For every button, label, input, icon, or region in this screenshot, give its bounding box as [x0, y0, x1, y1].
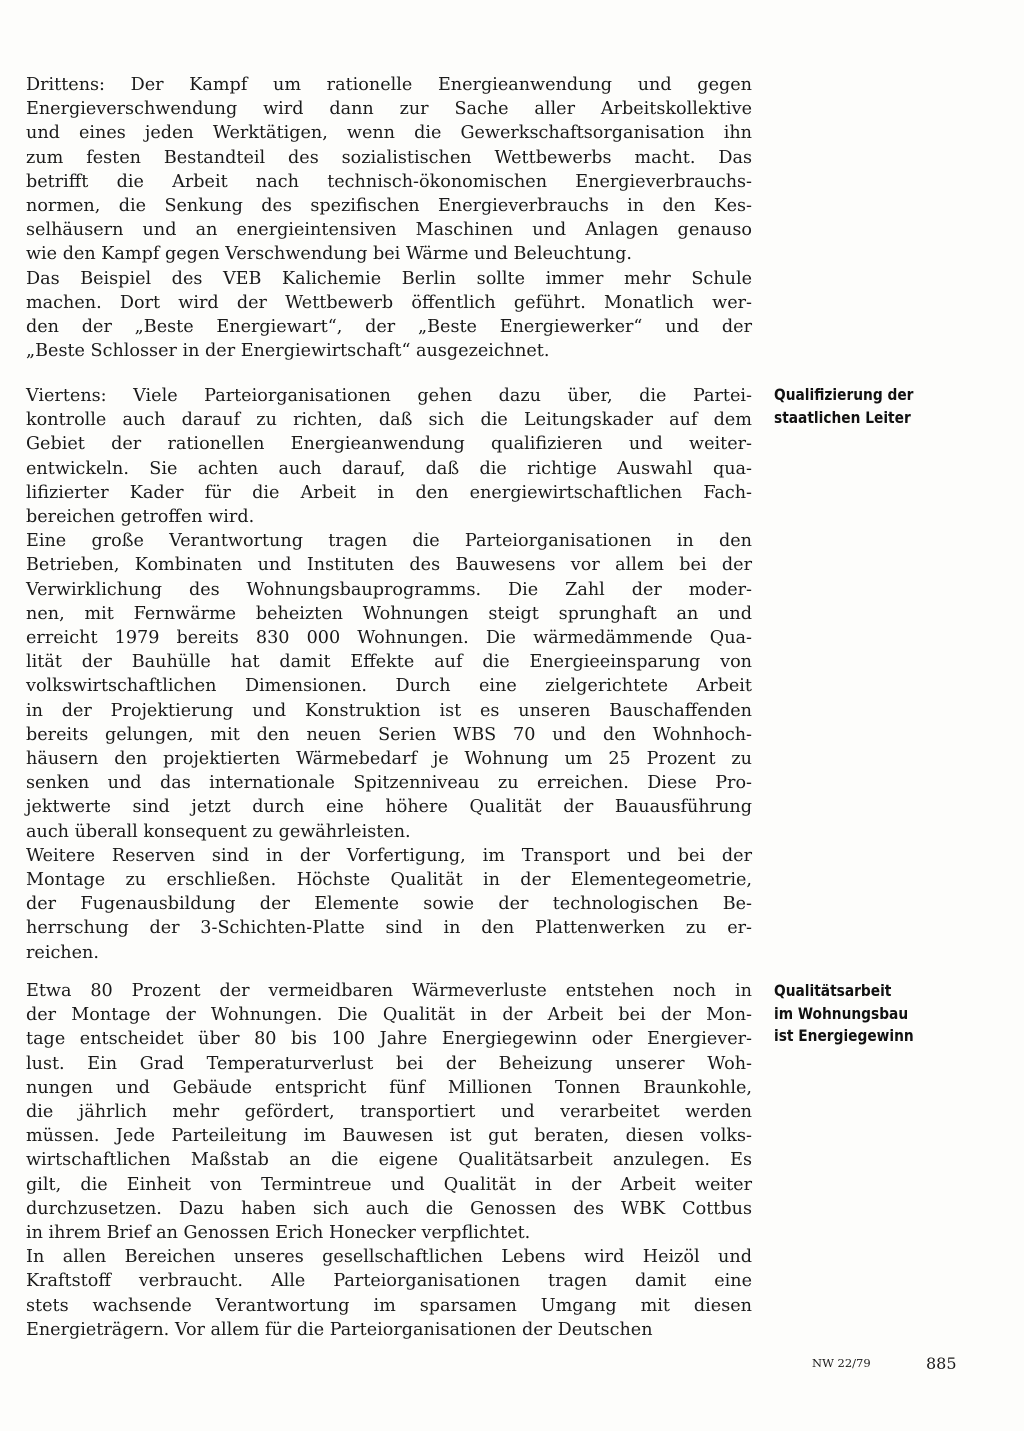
text-line: durchzusetzen. Dazu haben sich auch die Genossen des WBK Cottbus: [26, 1198, 752, 1219]
text-line: Energieträgern. Vor allem für die Parteiorganisationen der Deutschen: [26, 1319, 653, 1340]
margin-heading: [774, 980, 963, 1048]
text-line: reichen.: [26, 942, 99, 963]
text-line: machen. Dort wird der Wettbewerb öffentlich geführt. Monatlich wer-: [26, 292, 752, 313]
text-line: Kraftstoff verbraucht. Alle Parteiorganisationen tragen damit eine: [26, 1271, 752, 1292]
page-number: 885: [926, 1354, 957, 1373]
body-paragraph: [26, 384, 752, 965]
margin-heading-line: staatlichen Leiter: [774, 407, 911, 427]
text-line: Verwirklichung des Wohnungsbauprogramms. Die Zahl der moder-: [26, 579, 752, 600]
text-line: Das Beispiel des VEB Kalichemie Berlin sollte immer mehr Schule: [26, 268, 752, 289]
text-line: Energieverschwendung wird dann zur Sache aller Arbeitskollektive: [26, 99, 752, 120]
text-line: betrifft die Arbeit nach technisch-ökonomischen Energieverbrauchs-: [26, 171, 752, 192]
text-line: bereits gelungen, mit den neuen Serien WBS 70 und den Wohnhoch-: [26, 724, 752, 745]
text-line: entwickeln. Sie achten auch darauf, daß die richtige Auswahl qua-: [26, 458, 752, 479]
body-paragraph: [26, 73, 752, 363]
text-line: Etwa 80 Prozent der vermeidbaren Wärmeverluste entstehen noch in: [26, 981, 752, 1001]
text-line: wie den Kampf gegen Verschwendung bei Wärme und Beleuchtung.: [26, 244, 632, 265]
text-line: der Fugenausbildung der Elemente sowie der technologischen Be-: [26, 894, 752, 915]
text-line: gilt, die Einheit von Termintreue und Qualität in der Arbeit weiter: [26, 1174, 752, 1195]
text-line: zum festen Bestandteil des sozialistischen Wettbewerbs macht. Das: [26, 147, 752, 168]
margin-heading-line: im Wohnungsbau: [774, 1003, 909, 1023]
text-line: jektwerte sind jetzt durch eine höhere Qualität der Bauausführung: [26, 797, 752, 818]
text-line: Drittens: Der Kampf um rationelle Energieanwendung und gegen: [26, 75, 752, 95]
text-line: tage entscheidet über 80 bis 100 Jahre Energiegewinn oder Energiever-: [26, 1029, 752, 1050]
text-line: in der Projektierung und Konstruktion ist es unseren Bauschaffenden: [26, 700, 752, 721]
text-line: wirtschaftlichen Maßstab an die eigene Qualitätsarbeit anzulegen. Es: [26, 1150, 752, 1171]
text-line: Gebiet der rationellen Energieanwendung qualifizieren und weiter-: [26, 434, 752, 455]
text-line: Eine große Verantwortung tragen die Parteiorganisationen in den: [26, 531, 752, 552]
text-line: lität der Bauhülle hat damit Effekte auf die Energieeinsparung von: [26, 652, 752, 673]
text-line: bereichen getroffen wird.: [26, 507, 255, 528]
text-line: lifizierter Kader für die Arbeit in den energiewirtschaftlichen Fach-: [26, 482, 752, 503]
text-line: die jährlich mehr gefördert, transportiert und verarbeitet werden: [26, 1102, 752, 1123]
text-line: selhäusern und an energieintensiven Maschinen und Anlagen genauso: [26, 220, 752, 241]
text-line: und eines jeden Werktätigen, wenn die Gewerkschaftsorganisation ihn: [26, 123, 752, 144]
text-line: der Montage der Wohnungen. Die Qualität in der Arbeit bei der Mon-: [26, 1005, 752, 1026]
text-line: normen, die Senkung des spezifischen Energieverbrauchs in den Kes-: [26, 196, 752, 217]
body-paragraph: [26, 979, 752, 1342]
text-line: Montage zu erschließen. Höchste Qualität in der Elementegeometrie,: [26, 870, 752, 891]
text-line: Viertens: Viele Parteiorganisationen gehen dazu über, die Partei-: [26, 386, 752, 406]
text-line: herrschung der 3-Schichten-Platte sind in den Plattenwerken zu er-: [26, 918, 752, 939]
margin-heading: [774, 384, 963, 429]
text-line: häusern den projektierten Wärmebedarf je Wohnung um 25 Prozent zu: [26, 749, 752, 770]
margin-heading-line: ist Energiegewinn: [774, 1026, 914, 1045]
text-line: senken und das internationale Spitzenniveau zu erreichen. Diese Pro-: [26, 773, 752, 794]
text-line: erreicht 1979 bereits 830 000 Wohnungen. Die wärmedämmende Qua-: [26, 628, 752, 649]
text-line: Betrieben, Kombinaten und Instituten des Bauwesens vor allem bei der: [26, 555, 752, 576]
text-line: In allen Bereichen unseres gesellschaftlichen Lebens wird Heizöl und: [26, 1247, 752, 1268]
text-line: Weitere Reserven sind in der Vorfertigung, im Transport und bei der: [26, 845, 752, 866]
text-line: stets wachsende Verantwortung im sparsamen Umgang mit diesen: [26, 1295, 752, 1316]
text-line: nen, mit Fernwärme beheizten Wohnungen steigt sprunghaft an und: [26, 603, 752, 624]
text-line: kontrolle auch darauf zu richten, daß sich die Leitungskader auf dem: [26, 410, 752, 431]
text-line: in ihrem Brief an Genossen Erich Honecker verpflichtet.: [26, 1223, 531, 1244]
text-line: nungen und Gebäude entspricht fünf Millionen Tonnen Braunkohle,: [26, 1077, 752, 1098]
text-line: „Beste Schlosser in der Energiewirtschaft“ ausgezeichnet.: [26, 341, 550, 362]
margin-heading-line: Qualitätsarbeit: [774, 981, 892, 1000]
issue-reference: NW 22/79: [812, 1356, 871, 1370]
text-line: lust. Ein Grad Temperaturverlust bei der Beheizung unserer Woh-: [26, 1053, 752, 1074]
text-line: auch überall konsequent zu gewährleisten.: [26, 821, 411, 842]
text-line: volkswirtschaftlichen Dimensionen. Durch eine zielgerichtete Arbeit: [26, 676, 752, 697]
text-line: müssen. Jede Parteileitung im Bauwesen ist gut beraten, diesen volks-: [26, 1126, 752, 1147]
text-line: den der „Beste Energiewart“, der „Beste Energiewerker“ und der: [26, 317, 752, 338]
margin-heading-line: Qualifizierung der: [774, 385, 914, 404]
